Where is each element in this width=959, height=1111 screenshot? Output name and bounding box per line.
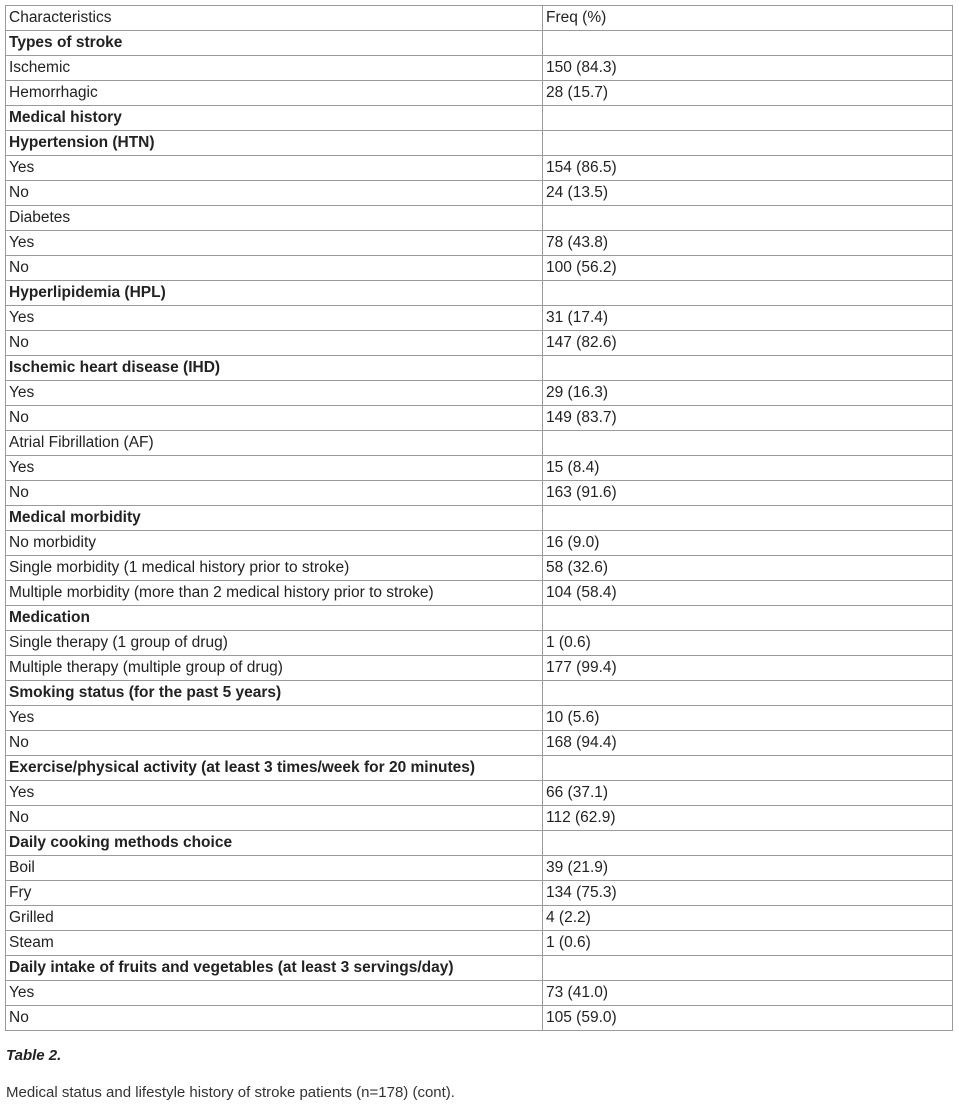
row-value: 105 (59.0) <box>543 1006 953 1031</box>
row-value <box>543 956 953 981</box>
row-value <box>543 31 953 56</box>
table-caption-title: Table 2. <box>6 1047 62 1064</box>
table-row <box>6 481 953 506</box>
table-row <box>6 631 953 656</box>
row-label: No <box>6 181 543 206</box>
table-row <box>6 331 953 356</box>
row-label: Hemorrhagic <box>6 81 543 106</box>
table-row <box>6 656 953 681</box>
row-label: Boil <box>6 856 543 881</box>
table-row <box>6 931 953 956</box>
row-label: Yes <box>6 306 543 331</box>
row-value <box>543 356 953 381</box>
table-caption-text: Medical status and lifestyle history of stroke patients (n=178) (cont). <box>6 1084 455 1101</box>
row-label: Yes <box>6 381 543 406</box>
table-row <box>6 306 953 331</box>
row-label: Medication <box>6 606 543 631</box>
row-value <box>543 606 953 631</box>
table-row <box>6 1006 953 1031</box>
row-label: Daily intake of fruits and vegetables (at least 3 servings/day) <box>6 956 543 981</box>
row-value: 1 (0.6) <box>543 631 953 656</box>
row-label: Yes <box>6 231 543 256</box>
table-row <box>6 506 953 531</box>
row-value <box>543 831 953 856</box>
header-frequency: Freq (%) <box>543 6 953 31</box>
row-label: No <box>6 331 543 356</box>
table-row <box>6 406 953 431</box>
row-value <box>543 431 953 456</box>
table-row <box>6 956 953 981</box>
table-header-row <box>6 6 953 31</box>
row-value: 100 (56.2) <box>543 256 953 281</box>
row-value: 58 (32.6) <box>543 556 953 581</box>
table-row <box>6 56 953 81</box>
table-row <box>6 131 953 156</box>
row-label: Yes <box>6 781 543 806</box>
row-value: 16 (9.0) <box>543 531 953 556</box>
table-row <box>6 31 953 56</box>
row-value: 66 (37.1) <box>543 781 953 806</box>
row-label: Multiple therapy (multiple group of drug) <box>6 656 543 681</box>
row-label: No morbidity <box>6 531 543 556</box>
row-value: 154 (86.5) <box>543 156 953 181</box>
row-label: Diabetes <box>6 206 543 231</box>
table-row <box>6 756 953 781</box>
table-row <box>6 706 953 731</box>
table-row <box>6 231 953 256</box>
row-label: Yes <box>6 456 543 481</box>
row-label: Hypertension (HTN) <box>6 131 543 156</box>
row-value: 147 (82.6) <box>543 331 953 356</box>
table-row <box>6 156 953 181</box>
row-label: Exercise/physical activity (at least 3 times/week for 20 minutes) <box>6 756 543 781</box>
table-row <box>6 681 953 706</box>
row-value: 177 (99.4) <box>543 656 953 681</box>
row-value <box>543 506 953 531</box>
row-value: 39 (21.9) <box>543 856 953 881</box>
row-label: Yes <box>6 981 543 1006</box>
row-label: Steam <box>6 931 543 956</box>
table-row <box>6 856 953 881</box>
table-row <box>6 181 953 206</box>
row-value <box>543 281 953 306</box>
row-label: Hyperlipidemia (HPL) <box>6 281 543 306</box>
row-value: 163 (91.6) <box>543 481 953 506</box>
row-label: Medical morbidity <box>6 506 543 531</box>
row-value: 150 (84.3) <box>543 56 953 81</box>
table-row <box>6 906 953 931</box>
row-label: No <box>6 731 543 756</box>
row-label: No <box>6 1006 543 1031</box>
row-value <box>543 106 953 131</box>
row-value: 31 (17.4) <box>543 306 953 331</box>
table-row <box>6 456 953 481</box>
table-row <box>6 81 953 106</box>
row-value: 134 (75.3) <box>543 881 953 906</box>
table-row <box>6 781 953 806</box>
row-label: Grilled <box>6 906 543 931</box>
table-row <box>6 581 953 606</box>
table-row <box>6 381 953 406</box>
row-value: 10 (5.6) <box>543 706 953 731</box>
table-row <box>6 606 953 631</box>
table-row <box>6 106 953 131</box>
row-label: Daily cooking methods choice <box>6 831 543 856</box>
table-row <box>6 356 953 381</box>
table-row <box>6 206 953 231</box>
row-value: 149 (83.7) <box>543 406 953 431</box>
row-value: 28 (15.7) <box>543 81 953 106</box>
table-row <box>6 531 953 556</box>
table-row <box>6 431 953 456</box>
row-value: 78 (43.8) <box>543 231 953 256</box>
row-value: 168 (94.4) <box>543 731 953 756</box>
row-value: 104 (58.4) <box>543 581 953 606</box>
table-row <box>6 981 953 1006</box>
table-row <box>6 831 953 856</box>
row-value: 112 (62.9) <box>543 806 953 831</box>
row-value: 29 (16.3) <box>543 381 953 406</box>
row-label: Yes <box>6 706 543 731</box>
data-table <box>5 5 953 1031</box>
row-value <box>543 206 953 231</box>
row-value: 4 (2.2) <box>543 906 953 931</box>
row-value: 73 (41.0) <box>543 981 953 1006</box>
header-characteristics: Characteristics <box>6 6 543 31</box>
row-label: No <box>6 406 543 431</box>
row-label: Fry <box>6 881 543 906</box>
row-value <box>543 681 953 706</box>
row-value: 15 (8.4) <box>543 456 953 481</box>
row-label: No <box>6 481 543 506</box>
row-label: No <box>6 256 543 281</box>
row-label: Single morbidity (1 medical history prior to stroke) <box>6 556 543 581</box>
table-row <box>6 806 953 831</box>
table-row <box>6 556 953 581</box>
row-value: 24 (13.5) <box>543 181 953 206</box>
table-body <box>6 6 953 1031</box>
table-row <box>6 881 953 906</box>
row-label: Yes <box>6 156 543 181</box>
row-value <box>543 756 953 781</box>
table-row <box>6 256 953 281</box>
row-value: 1 (0.6) <box>543 931 953 956</box>
row-label: Types of stroke <box>6 31 543 56</box>
row-label: Smoking status (for the past 5 years) <box>6 681 543 706</box>
row-label: Ischemic <box>6 56 543 81</box>
row-label: No <box>6 806 543 831</box>
row-label: Multiple morbidity (more than 2 medical history prior to stroke) <box>6 581 543 606</box>
row-label: Ischemic heart disease (IHD) <box>6 356 543 381</box>
table-row <box>6 731 953 756</box>
row-value <box>543 131 953 156</box>
row-label: Single therapy (1 group of drug) <box>6 631 543 656</box>
row-label: Atrial Fibrillation (AF) <box>6 431 543 456</box>
row-label: Medical history <box>6 106 543 131</box>
table-row <box>6 281 953 306</box>
